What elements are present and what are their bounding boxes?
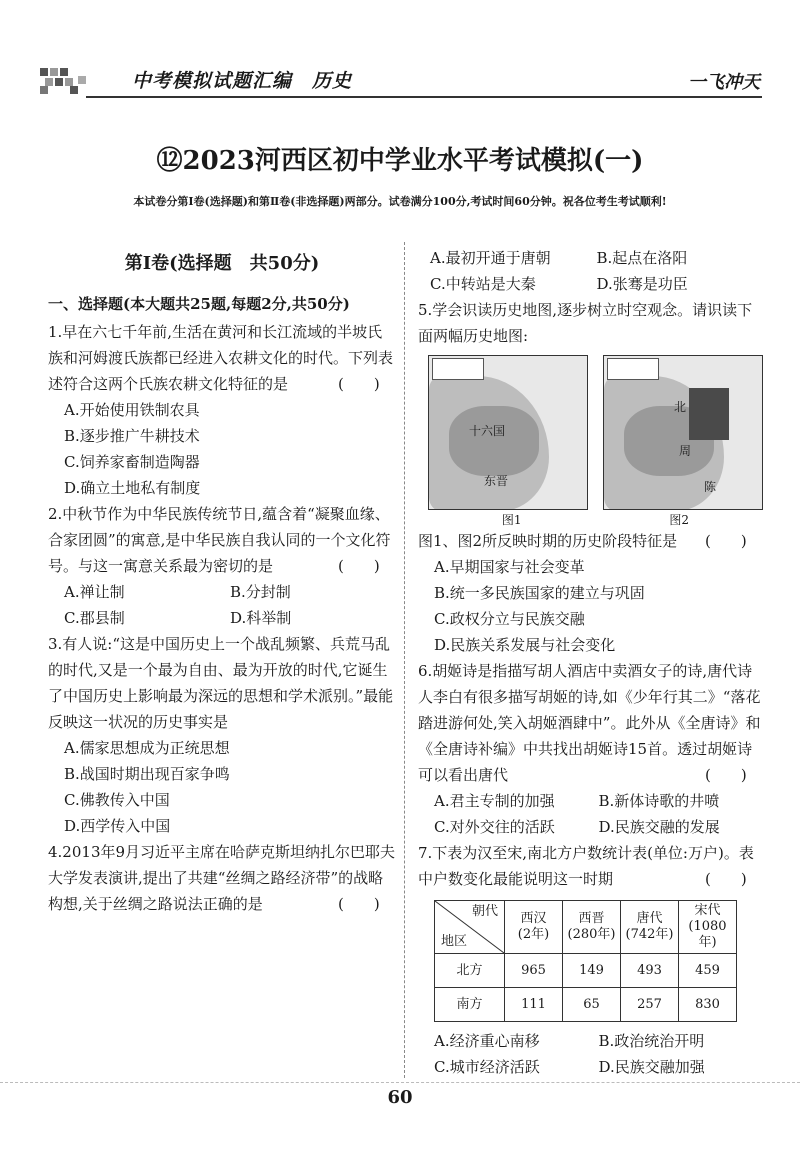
map-caption: 图1 [501,513,522,527]
answer-paren: ( ) [338,895,380,913]
option: C.饲养家畜制造陶器 [64,453,200,471]
map-label: 陈 [704,480,717,494]
table-cell: 65 [563,988,621,1022]
column-divider [404,242,405,1078]
option: B.统一多民族国家的建立与巩固 [434,584,645,602]
question-7 [418,840,763,1080]
answer-paren: ( ) [338,557,380,575]
table-cell: 830 [679,988,737,1022]
corner-bottom-label: 地区 [441,934,468,949]
option: B.政治统治开明 [598,1032,705,1050]
exam-instructions: 本试卷分第Ⅰ卷(选择题)和第Ⅱ卷(非选择题)两部分。试卷满分100分,考试时间60分钟。祝各位考生考试顺利! [133,195,667,208]
map-label: 十六国 [469,424,506,438]
option: C.城市经济活跃 [434,1058,540,1076]
option: B.新体诗歌的井喷 [598,792,720,810]
option: B.分封制 [230,583,291,601]
table-row [435,988,737,1022]
exam-title: ⑫2023河西区初中学业水平考试模拟(一) [156,146,644,176]
option: D.张骞是功臣 [596,275,688,293]
map-figure-2 [603,355,763,510]
option: D.确立土地私有制度 [64,479,201,497]
left-column [48,245,396,917]
question-5 [418,297,763,658]
answer-paren: ( ) [705,532,747,550]
page-number: 60 [387,1087,413,1108]
table-header: 唐代 (742年) [621,901,679,954]
corner-top-label: 朝代 [471,904,498,919]
option: A.禅让制 [64,583,125,601]
option: A.君主专制的加强 [434,792,555,810]
table-cell: 493 [621,954,679,988]
header-decoration [40,68,86,94]
option: A.最初开通于唐朝 [430,249,551,267]
map-figure-1 [428,355,588,510]
option: C.郡县制 [64,609,125,627]
question-stem: 4.2013年9月习近平主席在哈萨克斯坦纳扎尔巴耶夫大学发表演讲,提出了共建“丝绸之路经济带”的战略构想,关于丝绸之路说法正确的是 [48,843,396,913]
table-header: 西汉 (2年) [505,901,563,954]
row-label: 南方 [435,988,505,1022]
table-cell: 257 [621,988,679,1022]
brand-logo: 一飞冲天 [688,72,760,93]
question-1 [48,319,396,501]
table-cell: 149 [563,954,621,988]
option: C.政权分立与民族交融 [434,610,585,628]
option: D.西学传入中国 [64,817,171,835]
option: D.民族交融加强 [598,1058,705,1076]
row-label: 北方 [435,954,505,988]
map-caption: 图2 [669,513,690,527]
question-stem: 6.胡姬诗是指描写胡人酒店中卖酒女子的诗,唐代诗人李白有很多描写胡姬的诗,如《少年行其二》“落花踏进游何处,笑入胡姬酒肆中”。此外从《全唐诗》和《全唐诗补编》中共找出胡姬诗15首。透过胡姬诗可以看出唐代 [418,662,761,784]
section-title: 一、选择题(本大题共25题,每题2分,共50分) [48,295,350,313]
volume-title: 第Ⅰ卷(选择题 共50分) [124,253,320,274]
question-3 [48,631,396,839]
answer-paren: ( ) [705,766,747,784]
series-title: 中考模拟试题汇编 历史 [132,70,353,92]
table-cell: 111 [505,988,563,1022]
table-header: 西晋 (280年) [563,901,621,954]
option: A.早期国家与社会变革 [434,558,585,576]
question-stem: 图1、图2所反映时期的历史阶段特征是 [418,532,678,550]
question-stem: 1.早在六七千年前,生活在黄河和长江流域的半坡氏族和河姆渡氏族都已经进入农耕文化的时代。下列表述符合这两个氏族农耕文化特征的是 [48,323,394,393]
option: C.对外交往的活跃 [434,818,555,836]
map-label: 北 [674,400,687,414]
option: A.儒家思想成为正统思想 [64,739,230,757]
historical-maps [418,355,763,510]
option: B.起点在洛阳 [596,249,688,267]
question-4 [48,839,396,917]
answer-paren: ( ) [705,870,747,888]
option: C.佛教传入中国 [64,791,170,809]
answer-paren: ( ) [338,375,380,393]
option: B.战国时期出现百家争鸣 [64,765,230,783]
household-table [434,900,737,1022]
table-cell: 965 [505,954,563,988]
footer-rule [0,1082,800,1083]
page-header [40,62,762,102]
option: A.开始使用铁制农具 [64,401,200,419]
map-legend [432,358,484,380]
question-stem: 5.学会识读历史地图,逐步树立时空观念。请识读下面两幅历史地图: [418,301,753,345]
table-row [435,954,737,988]
option: D.科举制 [230,609,292,627]
table-header: 宋代 (1080年) [679,901,737,954]
table-cell: 459 [679,954,737,988]
question-6 [418,658,763,840]
question-stem: 2.中秋节作为中华民族传统节日,蕴含着“凝聚血缘、合家团圆”的寓意,是中华民族自我认同的一个文化符号。与这一寓意关系最为密切的是 [48,505,391,575]
option: B.逐步推广牛耕技术 [64,427,200,445]
question-stem: 3.有人说:“这是中国历史上一个战乱频繁、兵荒马乱的时代,又是一个最为自由、最为开放的时代,它诞生了中国历史上影响最为深远的思想和学术派别。”最能反映这一状况的历史事实是 [48,635,394,731]
map-label: 周 [679,444,692,458]
right-column [418,245,763,1080]
option: D.民族交融的发展 [598,818,720,836]
header-rule [86,96,762,98]
option: D.民族关系发展与社会变化 [434,636,616,654]
option: A.经济重心南移 [434,1032,540,1050]
map-label: 东晋 [484,474,509,488]
question-stem: 7.下表为汉至宋,南北方户数统计表(单位:万户)。表中户数变化最能说明这一时期 [418,844,754,888]
option: C.中转站是大秦 [430,275,536,293]
question-2 [48,501,396,631]
map-legend [607,358,659,380]
table-corner [435,901,505,954]
